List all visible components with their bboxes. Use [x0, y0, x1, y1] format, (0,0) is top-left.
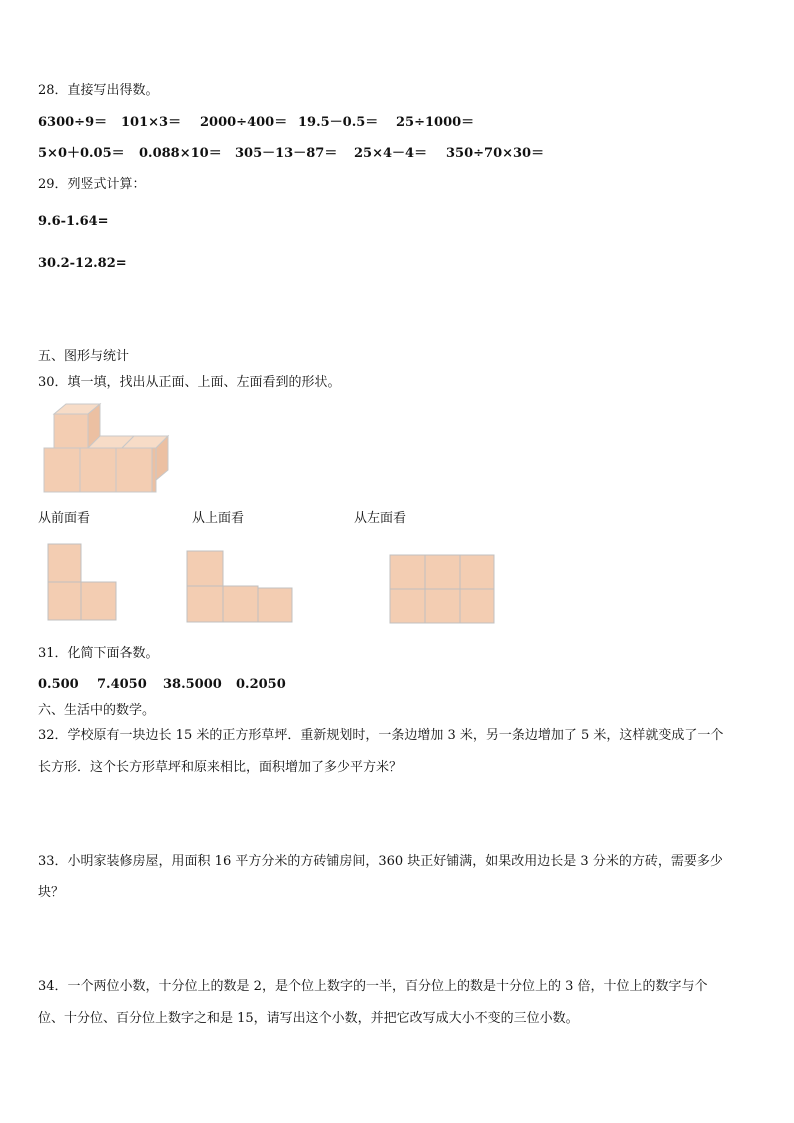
- q28-r1-c1: 6300÷9＝: [38, 115, 108, 130]
- cube-arrangement-figure: [40, 400, 175, 498]
- q28-r1-c4: 19.5－0.5＝: [298, 115, 379, 130]
- section-6-heading: 六、生活中的数学。: [38, 703, 156, 718]
- left-view-figure: [388, 553, 498, 625]
- q28-r2-c2: 0.088×10＝: [139, 146, 222, 161]
- q31-value-3: 38.5000: [163, 677, 222, 692]
- q28-r2-c3: 305－13－87＝: [235, 146, 338, 161]
- top-view-figure: [185, 549, 295, 625]
- q30-title: 30．填一填，找出从正面、上面、左面看到的形状。: [38, 375, 341, 390]
- front-view-figure: [46, 542, 120, 622]
- q34-line-2: 位、十分位、百分位上数字之和是 15，请写出这个小数，并把它改写成大小不变的三位小数。: [38, 1011, 579, 1026]
- section-5-heading: 五、图形与统计: [38, 349, 130, 364]
- q31-value-4: 0.2050: [236, 677, 286, 692]
- q29-item-1: 9.6-1.64=: [38, 214, 109, 229]
- q28-r2-c5: 350÷70×30＝: [446, 146, 545, 161]
- q32-line-1: 32．学校原有一块边长 15 米的正方形草坪．重新规划时，一条边增加 3 米，另一条边增加了 5 米，这样就变成了一个: [38, 728, 724, 743]
- top-view-label: 从上面看: [192, 511, 245, 526]
- q29-item-2: 30.2-12.82=: [38, 256, 127, 271]
- q28-r1-c3: 2000÷400＝: [200, 115, 288, 130]
- q32-line-2: 长方形．这个长方形草坪和原来相比，面积增加了多少平方米？: [38, 760, 403, 775]
- left-view-label: 从左面看: [354, 511, 407, 526]
- q28-r1-c5: 25÷1000＝: [396, 115, 475, 130]
- q28-r1-c2: 101×3＝: [121, 115, 182, 130]
- front-view-label: 从前面看: [38, 511, 91, 526]
- q31-value-2: 7.4050: [97, 677, 147, 692]
- q34-line-1: 34．一个两位小数，十分位上的数是 2，是个位上数字的一半，百分位上的数是十分位上的 3 倍，十位上的数字与个: [38, 979, 708, 994]
- q29-title: 29．列竖式计算：: [38, 177, 146, 192]
- q33-line-1: 33．小明家装修房屋，用面积 16 平方分米的方砖铺房间，360 块正好铺满，如果改用边长是 3 分米的方砖，需要多少: [38, 854, 723, 869]
- q28-r2-c4: 25×4－4＝: [354, 146, 428, 161]
- q31-value-1: 0.500: [38, 677, 79, 692]
- q28-r2-c1: 5×0＋0.05＝: [38, 146, 125, 161]
- q28-title: 28．直接写出得数。: [38, 83, 159, 98]
- q33-line-2: 块？: [38, 885, 65, 900]
- q31-title: 31．化简下面各数。: [38, 646, 159, 661]
